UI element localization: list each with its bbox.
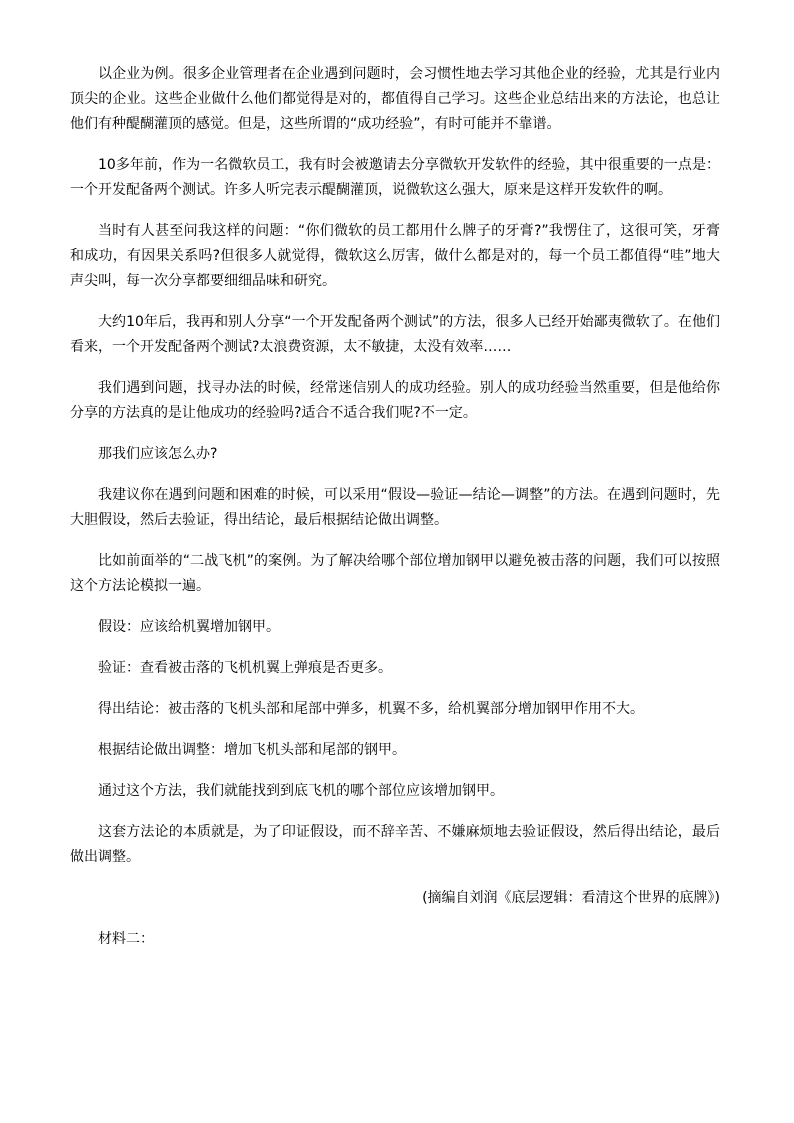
paragraph-3: 当时有人甚至问我这样的问题：“你们微软的员工都用什么牌子的牙膏?”我愣住了，这很可笑，牙膏和成功，有因果关系吗?但很多人就觉得，微软这么厉害，做什么都是对的，每一个员工都值得“哇”地大声尖叫，每一次分享都要细细品味和研究。 <box>70 223 720 289</box>
paragraph-12: 根据结论做出调整：增加飞机头部和尾部的钢甲。 <box>98 742 406 758</box>
paragraph-4: 大约10年后，我再和别人分享“一个开发配备两个测试”的方法，很多人已经开始鄙夷微软了。在他们看来，一个开发配备两个测试?太浪费资源，太不敏捷，太没有效率…… <box>70 314 720 355</box>
paragraph-8: 比如前面举的“二战飞机”的案例。为了解决给哪个部位增加钢甲以避免被击落的问题，我们可以按照这个方法论模拟一遍。 <box>70 553 720 594</box>
paragraph-9: 假设：应该给机翼增加钢甲。 <box>98 619 280 635</box>
source-citation: (摘编自刘润《底层逻辑：看清这个世界的底牌》) <box>422 890 720 906</box>
paragraph-2: 10多年前，作为一名微软员工，我有时会被邀请去分享微软开发软件的经验，其中很重要的一点是：一个开发配备两个测试。许多人听完表示醍醐灌顶，说微软这么强大，原来是这样开发软件的啊。 <box>70 157 720 198</box>
paragraph-10: 验证：查看被击落的飞机机翼上弹痕是否更多。 <box>98 660 392 676</box>
section-heading-material-two: 材料二： <box>98 931 154 947</box>
document-page <box>70 62 720 968</box>
paragraph-1: 以企业为例。很多企业管理者在企业遇到问题时，会习惯性地去学习其他企业的经验，尤其是行业内顶尖的企业。这些企业做什么他们都觉得是对的，都值得自己学习。这些企业总结出来的方法论，也总让他们有种醍醐灌顶的感觉。但是，这些所谓的“成功经验”，有时可能并不靠谱。 <box>70 66 720 132</box>
paragraph-5: 我们遇到问题，找寻办法的时候，经常迷信别人的成功经验。别人的成功经验当然重要，但是他给你分享的方法真的是让他成功的经验吗?适合不适合我们呢?不一定。 <box>70 380 720 421</box>
paragraph-11: 得出结论：被击落的飞机头部和尾部中弹多，机翼不多，给机翼部分增加钢甲作用不大。 <box>98 701 644 717</box>
paragraph-13: 通过这个方法，我们就能找到到底飞机的哪个部位应该增加钢甲。 <box>98 783 504 799</box>
paragraph-14: 这套方法论的本质就是，为了印证假设，而不辞辛苦、不嫌麻烦地去验证假设，然后得出结论，最后做出调整。 <box>70 824 720 865</box>
paragraph-7: 我建议你在遇到问题和困难的时候，可以采用“假设—验证—结论—调整”的方法。在遇到问题时，先大胆假设，然后去验证，得出结论，最后根据结论做出调整。 <box>70 487 720 528</box>
paragraph-6: 那我们应该怎么办? <box>98 446 218 462</box>
